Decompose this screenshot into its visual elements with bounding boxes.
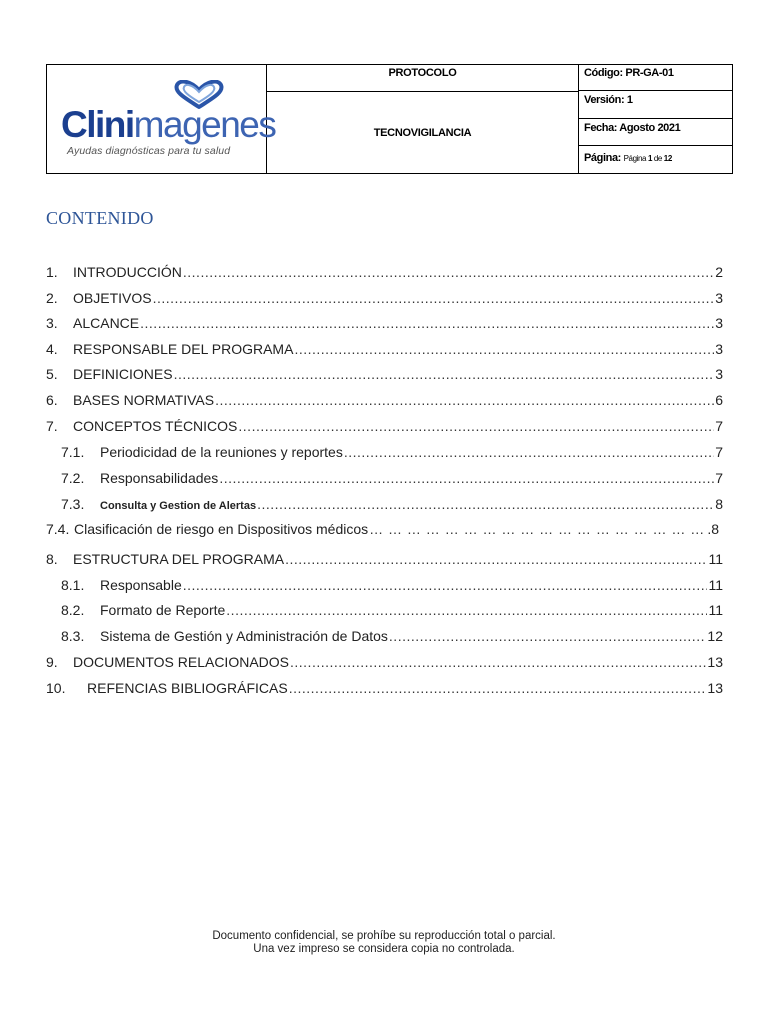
toc-num: 8.3. bbox=[61, 628, 85, 644]
toc-page: .8 bbox=[707, 521, 719, 537]
toc-num: 10. bbox=[46, 680, 66, 696]
toc-page: 3 bbox=[715, 366, 723, 382]
toc-page: 11 bbox=[708, 577, 723, 593]
toc-title: DOCUMENTOS RELACIONADOS bbox=[73, 654, 289, 670]
toc-num: 7.4. bbox=[46, 521, 70, 537]
page-label: Página: bbox=[584, 152, 621, 164]
toc-entry-formato-reporte[interactable] bbox=[46, 602, 723, 622]
page-count bbox=[624, 154, 672, 163]
toc-title: OBJETIVOS bbox=[73, 290, 152, 306]
toc-page: 13 bbox=[707, 680, 723, 696]
toc-page: 7 bbox=[715, 470, 723, 486]
toc-title: Periodicidad de la reuniones y reportes bbox=[100, 444, 343, 460]
toc-num: 1. bbox=[46, 264, 58, 280]
toc-num: 7.1. bbox=[61, 444, 85, 460]
toc-num: 3. bbox=[46, 315, 58, 331]
page-de: de bbox=[653, 154, 662, 163]
toc-title: ALCANCE bbox=[73, 315, 140, 331]
page-footer bbox=[0, 930, 768, 956]
toc-title: REFENCIAS BIBLIOGRÁFICAS bbox=[87, 680, 288, 696]
toc-entry-estructura[interactable] bbox=[46, 551, 723, 571]
toc-page: 8 bbox=[715, 496, 723, 512]
toc-title: Responsable bbox=[100, 577, 182, 593]
toc-num: 7. bbox=[46, 418, 58, 434]
toc-entry-periodicidad[interactable] bbox=[46, 444, 723, 464]
toc-num: 5. bbox=[46, 366, 58, 382]
toc-title: Clasificación de riesgo en Dispositivos médicos bbox=[74, 521, 369, 537]
toc-entry-objetivos[interactable] bbox=[46, 290, 723, 310]
page-num: 1 bbox=[647, 154, 652, 163]
toc-entry-responsable[interactable] bbox=[46, 341, 723, 361]
logo-cell bbox=[47, 65, 276, 173]
toc-page: 7 bbox=[715, 444, 723, 460]
toc-num: 7.3. bbox=[61, 496, 85, 512]
brand-bold: Clini bbox=[61, 104, 134, 145]
toc-entry-conceptos-tecnicos[interactable] bbox=[46, 418, 723, 438]
toc-num: 8.1. bbox=[61, 577, 85, 593]
toc-title: Consulta y Gestion de Alertas bbox=[100, 500, 257, 512]
toc-page: 3 bbox=[715, 341, 723, 357]
toc-entry-definiciones[interactable] bbox=[46, 366, 723, 386]
toc-page: 7 bbox=[715, 418, 723, 434]
toc-page: 6 bbox=[715, 392, 723, 408]
toc-page: 11 bbox=[708, 551, 723, 567]
toc-num: 4. bbox=[46, 341, 58, 357]
toc-entry-documentos-relacionados[interactable] bbox=[46, 654, 723, 674]
toc-num: 2. bbox=[46, 290, 58, 306]
toc-entry-introduccion[interactable] bbox=[46, 264, 723, 284]
toc-entry-responsable-sub[interactable] bbox=[46, 577, 723, 597]
toc-title: BASES NORMATIVAS bbox=[73, 392, 215, 408]
doc-page bbox=[579, 146, 732, 173]
toc-entry-referencias[interactable] bbox=[46, 680, 723, 700]
doc-version: Versión: 1 bbox=[579, 91, 732, 119]
footer-confidential: Documento confidencial, se prohíbe su reproducción total o parcial. bbox=[212, 930, 556, 942]
doc-title bbox=[267, 92, 579, 173]
toc-num: 9. bbox=[46, 654, 58, 670]
toc-page: 11 bbox=[708, 602, 723, 618]
toc-page: 3 bbox=[715, 315, 723, 331]
toc-title: RESPONSABLE DEL PROGRAMA bbox=[73, 341, 294, 357]
toc-entry-bases-normativas[interactable] bbox=[46, 392, 723, 412]
toc-page: 13 bbox=[707, 654, 723, 670]
toc-entry-responsabilidades[interactable] bbox=[46, 470, 723, 490]
toc-page: 12 bbox=[707, 628, 723, 644]
toc-num: 8.2. bbox=[61, 602, 85, 618]
toc-title: INTRODUCCIÓN bbox=[73, 264, 182, 280]
toc-num: 7.2. bbox=[61, 470, 85, 486]
footer-copy-note: Una vez impreso se considera copia no controlada. bbox=[253, 943, 515, 955]
brand-logo-text bbox=[61, 103, 275, 147]
toc-entry-sistema-gestion[interactable] bbox=[46, 628, 723, 648]
toc-num: 6. bbox=[46, 392, 58, 408]
doc-title-text: TECNOVIGILANCIA bbox=[373, 126, 472, 139]
toc-title: ESTRUCTURA DEL PROGRAMA bbox=[73, 551, 285, 567]
toc-entry-consulta-alertas[interactable] bbox=[46, 496, 723, 516]
toc-num: 8. bbox=[46, 551, 58, 567]
toc-entry-clasificacion-riesgo[interactable] bbox=[46, 521, 719, 541]
page-total: 12 bbox=[663, 154, 672, 163]
toc-title: Formato de Reporte bbox=[100, 602, 226, 618]
toc-page: 3 bbox=[715, 290, 723, 306]
toc-heading: CONTENIDO bbox=[46, 208, 154, 228]
brand-light: magenes bbox=[133, 104, 276, 145]
doc-type: PROTOCOLO bbox=[267, 65, 579, 92]
page-pre: Página bbox=[623, 154, 647, 163]
doc-code: Código: PR-GA-01 bbox=[579, 65, 732, 91]
toc-title: Sistema de Gestión y Administración de Datos bbox=[100, 628, 388, 644]
toc-title: CONCEPTOS TÉCNICOS bbox=[73, 418, 238, 434]
toc-title: Responsabilidades bbox=[100, 470, 219, 486]
doc-date: Fecha: Agosto 2021 bbox=[579, 119, 732, 146]
toc-title: DEFINICIONES bbox=[73, 366, 173, 382]
brand-tagline: Ayudas diagnósticas para tu salud bbox=[67, 145, 231, 157]
toc-entry-alcance[interactable] bbox=[46, 315, 723, 335]
toc-page: 2 bbox=[715, 264, 723, 280]
document-header-table bbox=[46, 64, 733, 174]
